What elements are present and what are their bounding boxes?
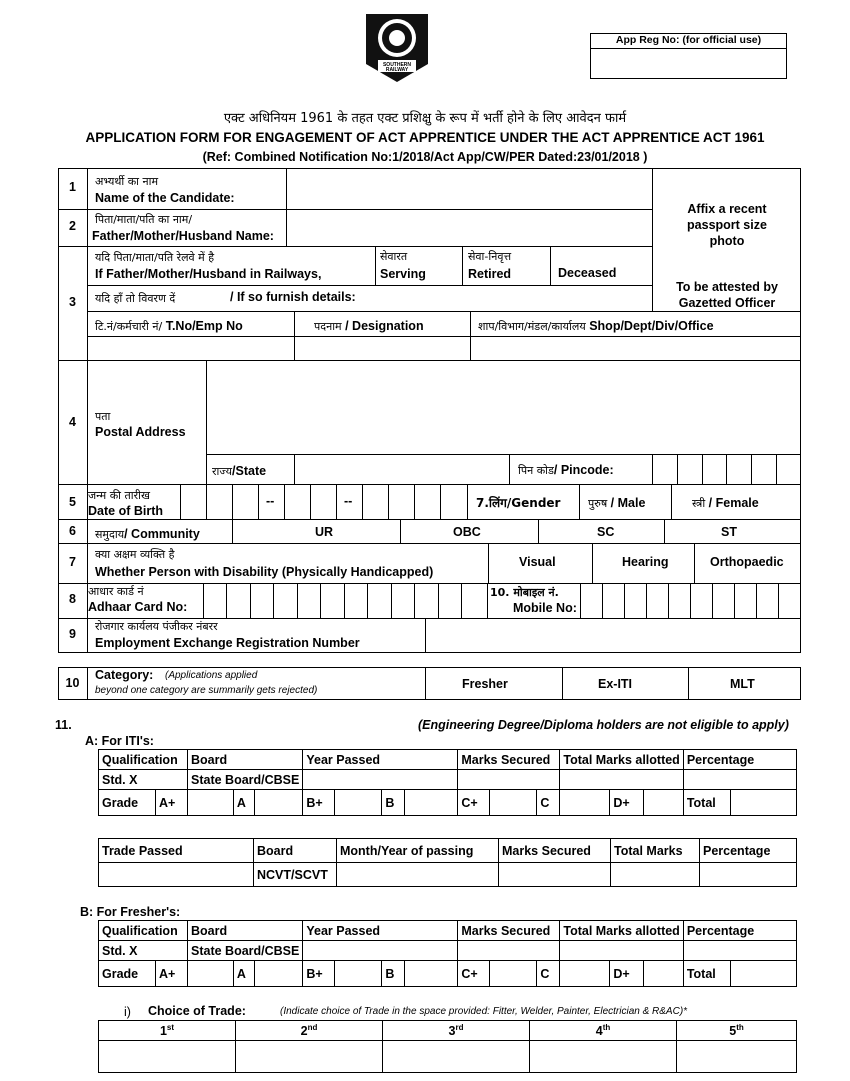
passing-input[interactable] bbox=[337, 863, 499, 887]
grade-total-input[interactable] bbox=[730, 790, 796, 816]
total-marks-input[interactable] bbox=[560, 941, 683, 961]
grade-d-plus: D+ bbox=[610, 961, 644, 987]
section-11-note: (Engineering Degree/Diploma holders are not eligible to apply) bbox=[418, 718, 789, 732]
row-number: 2 bbox=[69, 219, 76, 233]
ordinal: 3 bbox=[448, 1024, 456, 1039]
row-number: 6 bbox=[69, 524, 76, 538]
tno-header bbox=[95, 317, 243, 335]
grade-a: A bbox=[233, 961, 254, 987]
col-header: Board bbox=[188, 921, 303, 941]
deceased-option[interactable]: Deceased bbox=[558, 266, 617, 280]
railway-label-hi: यदि पिता/माता/पति रेलवे में है bbox=[95, 251, 215, 264]
category-label: Category: bbox=[95, 668, 154, 682]
grade-a: A bbox=[233, 790, 254, 816]
address-label: Postal Address bbox=[95, 425, 186, 439]
attest-line-2: Gazetted Officer bbox=[678, 296, 776, 310]
pincode-label: / Pincode: bbox=[553, 463, 614, 477]
aadhaar-label-hi: आधार कार्ड नं bbox=[88, 585, 144, 598]
col-header: Board bbox=[254, 839, 337, 863]
row-number: 7 bbox=[69, 555, 76, 569]
page-title: APPLICATION FORM FOR ENGAGEMENT OF ACT APPRENTICE UNDER THE ACT APPRENTICE ACT 1961 bbox=[85, 130, 765, 145]
shop-input[interactable] bbox=[472, 338, 800, 359]
photo-line-1: Affix a recent bbox=[687, 202, 767, 216]
grade-input[interactable] bbox=[490, 790, 537, 816]
aadhaar-label: Adhaar Card No: bbox=[88, 600, 188, 614]
category-mlt[interactable]: MLT bbox=[730, 677, 755, 691]
fresher-qualification-table bbox=[98, 920, 797, 987]
parent-name-input[interactable] bbox=[288, 211, 651, 245]
col-header: Total Marks allotted bbox=[560, 750, 683, 770]
std-x-cell: Std. X bbox=[99, 770, 188, 790]
choice-table bbox=[98, 1020, 797, 1073]
marks-input[interactable] bbox=[458, 770, 560, 790]
designation-label: / Designation bbox=[341, 319, 424, 333]
marks-input[interactable] bbox=[499, 863, 611, 887]
shop-label: Shop/Dept/Div/Office bbox=[585, 319, 714, 333]
tno-label: T.No/Emp No bbox=[162, 319, 243, 333]
category-ex-iti[interactable]: Ex-ITI bbox=[598, 677, 633, 691]
employment-label: Employment Exchange Registration Number bbox=[95, 636, 360, 650]
grade-total-input[interactable] bbox=[730, 961, 796, 987]
grade-d-plus: D+ bbox=[610, 790, 644, 816]
choice-number: i) bbox=[124, 1005, 131, 1019]
ordinal: 1 bbox=[159, 1024, 167, 1039]
community-label: / Community bbox=[124, 527, 200, 541]
candidate-name-label-hi: अभ्यर्थी का नाम bbox=[95, 175, 159, 188]
ordinal: 2 bbox=[300, 1024, 308, 1039]
total-marks-input[interactable] bbox=[611, 863, 700, 887]
grade-total: Total bbox=[683, 790, 730, 816]
year-input[interactable] bbox=[303, 770, 458, 790]
col-header: Board bbox=[188, 750, 303, 770]
photo-line-3: photo bbox=[709, 234, 745, 248]
grade-input[interactable] bbox=[490, 961, 537, 987]
ordinal-suffix: th bbox=[736, 1022, 744, 1032]
male-option[interactable] bbox=[588, 494, 645, 512]
col-header: Percentage bbox=[683, 750, 796, 770]
section-11-number: 11. bbox=[55, 718, 72, 732]
col-header: Marks Secured bbox=[458, 921, 560, 941]
community-label-hi: समुदाय bbox=[95, 528, 125, 541]
furnish-label-hi: यदि हाँ तो विवरण दें bbox=[95, 292, 176, 305]
grade-c-plus: C+ bbox=[458, 961, 490, 987]
dob-label-hi: जन्म की तारीख bbox=[88, 489, 150, 502]
attestation-note bbox=[653, 279, 801, 311]
choice-note: (Indicate choice of Trade in the space provided: Fitter, Welder, Painter, Electrician & R&AC)* bbox=[280, 1006, 688, 1017]
grade-input[interactable] bbox=[405, 961, 458, 987]
dob-boxes[interactable] bbox=[180, 484, 468, 519]
serving-label-hi: सेवारत bbox=[380, 250, 408, 263]
divider bbox=[590, 48, 787, 49]
shop-header bbox=[478, 317, 714, 335]
row-number: 9 bbox=[69, 627, 76, 641]
row-number: 4 bbox=[69, 415, 76, 429]
col-header: Percentage bbox=[700, 839, 797, 863]
pincode-label-group bbox=[518, 461, 614, 479]
svg-text:SOUTHERN: SOUTHERN bbox=[382, 62, 412, 68]
grade-c-plus: C+ bbox=[458, 790, 490, 816]
state-label: /State bbox=[232, 464, 267, 478]
community-ur[interactable]: UR bbox=[315, 525, 334, 539]
address-input[interactable] bbox=[208, 362, 800, 453]
grade-total: Total bbox=[683, 961, 730, 987]
percentage-input[interactable] bbox=[700, 863, 797, 887]
grade-input[interactable] bbox=[188, 961, 234, 987]
grade-a-plus: A+ bbox=[156, 790, 188, 816]
southern-railway-logo bbox=[362, 8, 432, 86]
col-header: Percentage bbox=[683, 921, 796, 941]
grade-input[interactable] bbox=[335, 961, 382, 987]
grade-input[interactable] bbox=[560, 790, 610, 816]
col-header: Qualification bbox=[99, 921, 188, 941]
community-st[interactable]: ST bbox=[721, 525, 737, 539]
choice-col-2 bbox=[236, 1021, 383, 1041]
percentage-input[interactable] bbox=[683, 941, 796, 961]
app-reg-input[interactable] bbox=[592, 51, 785, 77]
photo-line-2: passport size bbox=[687, 218, 767, 232]
ordinal-suffix: st bbox=[166, 1022, 175, 1032]
grade-b-plus: B+ bbox=[303, 790, 335, 816]
grade-input[interactable] bbox=[405, 790, 458, 816]
grade-input[interactable] bbox=[255, 790, 303, 816]
col-header: Total Marks bbox=[611, 839, 700, 863]
shop-label-hi: शाप/विभाग/मंडल/कार्यालय bbox=[478, 320, 586, 333]
iti-title: A: For ITI's: bbox=[85, 734, 154, 748]
col-header: Trade Passed bbox=[99, 839, 254, 863]
grade-input[interactable] bbox=[560, 961, 610, 987]
male-label: / Male bbox=[607, 496, 646, 510]
state-label-group bbox=[212, 462, 266, 480]
category-note-2: beyond one category are summarily gets rejected) bbox=[95, 685, 318, 696]
choice-input[interactable] bbox=[236, 1041, 383, 1073]
dob-separator: -- bbox=[266, 494, 275, 508]
row-number: 3 bbox=[69, 295, 76, 309]
photo-instruction bbox=[653, 201, 801, 249]
serving-option[interactable]: Serving bbox=[380, 267, 426, 281]
employment-input[interactable] bbox=[427, 620, 800, 652]
ordinal-suffix: nd bbox=[307, 1022, 318, 1032]
ordinal: 4 bbox=[595, 1024, 603, 1039]
disability-label: Whether Person with Disability (Physically Handicapped) bbox=[95, 565, 434, 579]
iti-qualification-table bbox=[98, 749, 797, 816]
pincode-boxes[interactable] bbox=[652, 454, 801, 484]
choice-col-4 bbox=[530, 1021, 677, 1041]
reference: (Ref: Combined Notification No:1/2018/Act App/CW/PER Dated:23/01/2018 ) bbox=[202, 150, 648, 164]
grade-a-plus: A+ bbox=[156, 961, 188, 987]
community-obc[interactable]: OBC bbox=[453, 525, 481, 539]
pincode-label-hi: पिन कोड bbox=[518, 464, 554, 477]
total-marks-input[interactable] bbox=[560, 770, 683, 790]
tno-input[interactable] bbox=[89, 338, 293, 359]
choice-input[interactable] bbox=[99, 1041, 236, 1073]
app-reg-label: App Reg No: (for official use) bbox=[615, 34, 762, 46]
gender-label: 7.लिंग/Gender bbox=[476, 496, 561, 510]
choice-col-3 bbox=[383, 1021, 530, 1041]
grade-c: C bbox=[537, 790, 560, 816]
row-number: 1 bbox=[69, 180, 76, 194]
choice-col-1 bbox=[99, 1021, 236, 1041]
col-header: Marks Secured bbox=[458, 750, 560, 770]
grade-b-plus: B+ bbox=[303, 961, 335, 987]
percentage-input[interactable] bbox=[683, 770, 796, 790]
community-label-group bbox=[95, 525, 200, 543]
disability-visual[interactable]: Visual bbox=[519, 555, 556, 569]
aadhaar-boxes[interactable] bbox=[203, 583, 488, 618]
ordinal: 5 bbox=[729, 1024, 737, 1039]
category-fresher[interactable]: Fresher bbox=[462, 677, 508, 691]
trade-input[interactable] bbox=[99, 863, 254, 887]
dob-separator: -- bbox=[344, 494, 353, 508]
row-number: 8 bbox=[69, 592, 76, 606]
mobile-boxes[interactable] bbox=[580, 583, 801, 618]
designation-label-hi: पदनाम bbox=[314, 320, 342, 333]
fresher-title: B: For Fresher's: bbox=[80, 905, 181, 919]
row-number: 5 bbox=[69, 495, 76, 509]
grade-input[interactable] bbox=[255, 961, 303, 987]
railway-label: If Father/Mother/Husband in Railways, bbox=[95, 267, 322, 281]
male-label-hi: पुरुष bbox=[588, 497, 608, 510]
disability-orthopaedic[interactable]: Orthopaedic bbox=[710, 555, 784, 569]
grade-input[interactable] bbox=[644, 961, 683, 987]
choice-input[interactable] bbox=[677, 1041, 797, 1073]
female-option[interactable] bbox=[692, 494, 759, 512]
col-header: Year Passed bbox=[303, 921, 458, 941]
parent-name-label: Father/Mother/Husband Name: bbox=[92, 229, 274, 243]
employment-label-hi: रोजगार कार्यलय पंजीकर नंबरर bbox=[95, 620, 218, 633]
grade-label: Grade bbox=[99, 790, 156, 816]
std-x-cell: Std. X bbox=[99, 941, 188, 961]
row-number: 10 bbox=[65, 676, 80, 690]
mobile-label-hi: 10. मोबाइल नं. bbox=[490, 586, 559, 599]
furnish-label: / If so furnish details: bbox=[230, 290, 356, 304]
choice-input[interactable] bbox=[530, 1041, 677, 1073]
grade-label: Grade bbox=[99, 961, 156, 987]
ordinal-suffix: th bbox=[602, 1022, 611, 1032]
grade-input[interactable] bbox=[335, 790, 382, 816]
grade-b: B bbox=[382, 790, 405, 816]
designation-input[interactable] bbox=[296, 338, 469, 359]
title-hindi: एक्ट अधिनियम 1961 के तहत एक्ट प्रशिक्षु के रूप में भर्ती होने के लिए आवेदन फार्म bbox=[223, 111, 627, 126]
col-header: Month/Year of passing bbox=[337, 839, 499, 863]
parent-name-label-hi: पिता/माता/पति का नाम/ bbox=[95, 213, 193, 226]
svg-text:RAILWAY: RAILWAY bbox=[385, 67, 409, 73]
designation-header bbox=[314, 317, 424, 335]
trade-table bbox=[98, 838, 797, 887]
grade-b: B bbox=[382, 961, 405, 987]
choice-col-5 bbox=[677, 1021, 797, 1041]
mobile-label: Mobile No: bbox=[513, 601, 577, 615]
grade-input[interactable] bbox=[644, 790, 683, 816]
grade-c: C bbox=[537, 961, 560, 987]
tno-label-hi: टि.नं/कर्मचारी नं/ bbox=[95, 320, 163, 333]
col-header: Qualification bbox=[99, 750, 188, 770]
category-note-1: (Applications applied bbox=[165, 670, 258, 681]
col-header: Marks Secured bbox=[499, 839, 611, 863]
disability-hearing[interactable]: Hearing bbox=[622, 555, 669, 569]
dob-label: Date of Birth bbox=[88, 504, 163, 518]
candidate-name-label: Name of the Candidate: bbox=[95, 191, 235, 205]
address-label-hi: पता bbox=[95, 410, 111, 423]
marks-input[interactable] bbox=[458, 941, 560, 961]
grade-input[interactable] bbox=[188, 790, 234, 816]
ordinal-suffix: rd bbox=[455, 1022, 464, 1032]
col-header: Total Marks allotted bbox=[560, 921, 683, 941]
retired-option[interactable]: Retired bbox=[468, 267, 512, 281]
disability-label-hi: क्या अक्षम व्यक्ति है bbox=[95, 548, 175, 561]
attest-line-1: To be attested by bbox=[676, 280, 778, 294]
board-cell: State Board/CBSE bbox=[188, 770, 303, 790]
choice-label: Choice of Trade: bbox=[148, 1004, 246, 1018]
year-input[interactable] bbox=[303, 941, 458, 961]
candidate-name-input[interactable] bbox=[288, 170, 651, 208]
female-label-hi: स्त्री bbox=[692, 497, 706, 510]
ncvt-cell: NCVT/SCVT bbox=[254, 863, 337, 887]
board-cell: State Board/CBSE bbox=[188, 941, 303, 961]
community-sc[interactable]: SC bbox=[597, 525, 615, 539]
choice-input[interactable] bbox=[383, 1041, 530, 1073]
state-label-hi: राज्य bbox=[212, 465, 233, 478]
col-header: Year Passed bbox=[303, 750, 458, 770]
female-label: / Female bbox=[705, 496, 759, 510]
state-input[interactable] bbox=[296, 456, 508, 483]
retired-label-hi: सेवा-निवृत्त bbox=[468, 250, 512, 263]
